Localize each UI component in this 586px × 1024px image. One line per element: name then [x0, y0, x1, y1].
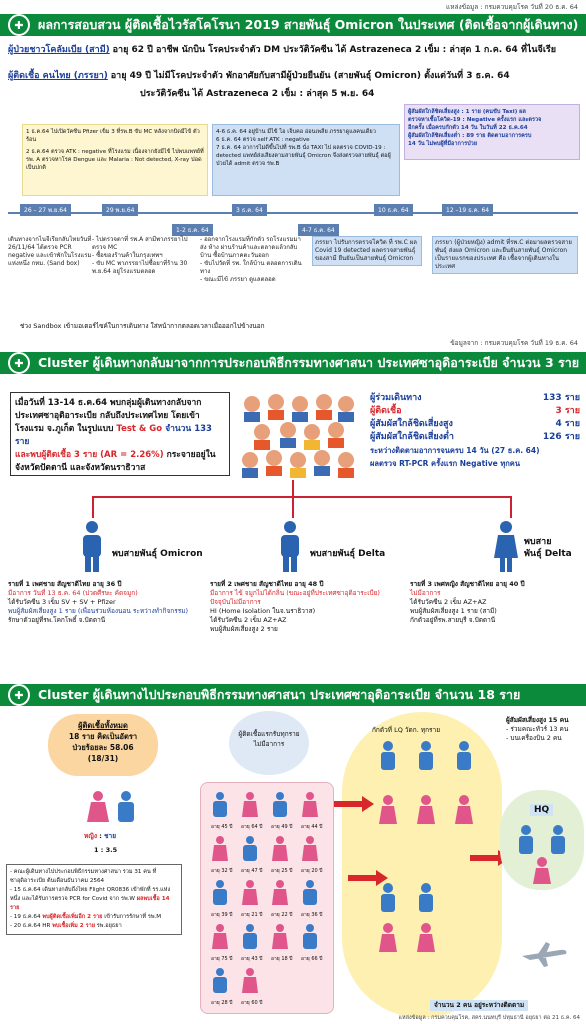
infected-person [301, 879, 322, 919]
person-icon [271, 791, 289, 819]
person-icon [241, 967, 259, 995]
person-icon [301, 923, 319, 951]
case-line: พบผู้สัมผัสเสี่ยงสูง 1 ราย (สามี) [410, 607, 497, 615]
case1-label: ผู้ป่วยชาวโคลัมเบีย (สามี) [8, 45, 110, 55]
person-icon [271, 923, 289, 951]
date-tag: 4-7 ธ.ค. 64 [298, 224, 339, 236]
case-card-3 [410, 580, 582, 625]
case-line: รายที่ 3 เพศหญิง สัญชาติไทย อายุ 40 ปี [410, 580, 525, 588]
timeline-item: ภรรยา (ผู้ป่วยหญิง) admit ที่รพ.C ต่อมาผลตรวจสายพันธุ์ ส่งผล Omicron และยืนยันสายพันธุ์ Omicron เป็นรายแรกของประเทศ คือ เชื้อจากผู้เดินทางในประเทศ [432, 236, 578, 274]
stat-value: 126 ราย [542, 432, 580, 442]
case-line: ไม่มีอาการ [410, 589, 441, 597]
contacts-line: ตรวจหาเชื้อโควิด-19 : Negative ครั้งแรก และตรวจ [408, 117, 542, 123]
section3-header [0, 684, 586, 706]
person-age: อายุ 28 ปี [211, 1000, 233, 1006]
lq-label: กักตัวที่ LQ วัดก. ทุกราย [372, 726, 441, 734]
case1-line [8, 44, 578, 56]
case2-line [8, 70, 578, 82]
person-icon [211, 879, 229, 907]
section2-header [0, 352, 586, 374]
case-line: กักตัวอยู่ที่รพ.สายบุรี จ.ปัตตานี [410, 616, 496, 624]
person-icon [241, 923, 259, 951]
male-person-icon [276, 520, 304, 576]
variant-delta: พบสายพันธุ์ Delta [310, 549, 386, 559]
date-tag: 10 ธ.ค. 64 [374, 204, 413, 216]
total-line: (18/31) [87, 754, 119, 763]
lq-people-icon [378, 882, 458, 966]
infected-person [211, 791, 232, 831]
ddc-logo-icon: ✚ [8, 352, 30, 374]
person-age: อายุ 18 ปี [271, 956, 293, 962]
section3-notes [6, 864, 182, 935]
date-tag: 1-2 ธ.ค. 64 [172, 224, 213, 236]
intro-line: กระจายอยู่ใน [166, 450, 216, 460]
section2-title: Cluster ผู้เดินทางกลับมาจากการประกอบพิธีกรรมทางศาสนา ประเทศซาอุดิอาระเบีย จำนวน 3 ราย [38, 355, 580, 370]
infected-person [271, 791, 292, 831]
person-age: อายุ 47 ปี [241, 868, 263, 874]
infected-person [271, 835, 292, 875]
date-tag: 3 ธ.ค. 64 [232, 204, 267, 216]
case-line: ได้รับวัคซีน 3 เข็ม SV + SV + Pfizer [8, 598, 116, 606]
followup2: ผลตรวจ RT-PCR ครั้งแรก Negative ทุกคน [370, 459, 520, 468]
timeline-box-early [22, 124, 208, 196]
person-age: อายุ 44 ปี [301, 824, 323, 830]
person-icon [271, 835, 289, 863]
stat-row [370, 431, 580, 444]
section1-title: ผลการสอบสวน ผู้ติดเชื้อไวรัสโคโรนา 2019 สายพันธุ์ Omicron ในประเทศ (ติดเชื้อจากผู้เดินทาง) [38, 17, 579, 32]
connector [292, 480, 294, 496]
person-icon [211, 835, 229, 863]
person-icon [211, 923, 229, 951]
infected-person [241, 923, 262, 963]
person-age: อายุ 64 ปี [241, 824, 263, 830]
lq-people-icon [378, 740, 478, 874]
section2-stats [370, 392, 580, 470]
note-line: รพ.อยุธยา [96, 923, 122, 929]
section2-intro [10, 392, 230, 476]
infected-person [211, 967, 232, 1007]
date-tag: 29 พ.ย.64 [102, 204, 138, 216]
date-tag: 12 –19 ธ.ค. 64 [442, 204, 493, 216]
person-age: อายุ 75 ปี [211, 956, 233, 962]
person-icon [271, 879, 289, 907]
note-highlight: ผลพบเชื้อ 14 ราย [10, 896, 170, 911]
person-age: อายุ 36 ปี [301, 912, 323, 918]
hq-label: HQ [530, 804, 553, 816]
case-line: รายที่ 2 เพศชาย สัญชาติไทย อายุ 48 ปี [210, 580, 324, 588]
infected-person [241, 791, 262, 831]
ongoing-label: จำนวน 2 คน อยู่ระหว่างติดตาม [430, 1000, 528, 1011]
person-age: อายุ 20 ปี [301, 868, 323, 874]
gender-female: หญิง [84, 832, 97, 840]
total-infected-box [48, 714, 158, 776]
infected-person [301, 791, 322, 831]
arrow-icon [348, 870, 388, 890]
stat-row [370, 392, 580, 405]
person-icon [241, 879, 259, 907]
box-b-line: 7 ธ.ค. 64 อาการไม่ดีขึ้นไปที่ รพ.B นั่ง TAXI ไป ผลตรวจ COVID-19 : detected แพทย์ส่งเสียงตามสายพันธุ์ Omicron จึงส่งตรวจสายพันธุ์ ต่อผู้ป่วยได้ admit ตรวจ รพ.B [216, 145, 391, 167]
variant-line: พันธุ์ Delta [524, 549, 572, 559]
case-line: ได้รับวัคซีน 2 เข็ม AZ+AZ [210, 616, 287, 624]
test-go: Test & Go [116, 424, 163, 434]
person-age: อายุ 22 ปี [271, 912, 293, 918]
contacts-line: ผู้สัมผัสใกล้ชิดเสี่ยงต่ำ : 89 ราย ติดตามอาการครบ [408, 133, 532, 139]
case2-vaccine: ประวัติวัคซีน ได้ Astrazeneca 2 เข็ม : ล่าสุด 5 พ.ย. 64 [140, 89, 375, 99]
case-line: พบผู้สัมผัสเสี่ยงสูง 2 ราย [210, 625, 278, 633]
hq-area [500, 790, 584, 890]
person-age: อายุ 21 ปี [241, 912, 263, 918]
person-age: อายุ 32 ปี [211, 868, 233, 874]
stat-label: ผู้สัมผัสใกล้ชิดเสี่ยงสูง [370, 419, 453, 429]
person-icon [301, 835, 319, 863]
box-a-line: 1 ธ.ค.64 ไปเปิดวัคซีน Pfizer เข็ม 3 ที่รพ.B ขับ MC หลังจากบิดมีไข้ ตัวร้อน [26, 129, 200, 143]
note-line: - 15 ธ.ค.64 เดินทางกลับถึงไทย Flight QR0836 เข้าพักที่ รร.แห่งหนึ่ง และได้รับการตรวจ PCR for Covid จาก รพ.W [10, 887, 171, 902]
infected-person [271, 923, 292, 963]
person-age: อายุ 39 ปี [211, 912, 233, 918]
stat-label: ผู้สัมผัสใกล้ชิดเสี่ยงต่ำ [370, 432, 454, 442]
note-line: - 19 ธ.ค.64 [10, 914, 41, 920]
gender-male: ชาย [104, 832, 117, 840]
person-age: อายุ 49 ปี [271, 824, 293, 830]
person-age: อายุ 60 ปี [241, 1000, 263, 1006]
contacts-box [404, 104, 580, 160]
note-line: - คณะผู้เดินทางไปประกอบพิธีกรรมทางศาสนา รวม 31 คน ที่ซาอุดิอาระเบีย ต้นเดือนธันวาคม 2564 [10, 869, 157, 884]
note-line: - 20 ธ.ค.64 HR [10, 923, 51, 929]
infected-grid [200, 730, 334, 1014]
person-icon [301, 879, 319, 907]
person-icon [241, 791, 259, 819]
timeline-item: - ไปตรวจตาที่ รพ.A สามีพาภรรยาไปตรวจ MC - ซื้อของร้านค้าในกรุงเทพฯ - ขับ MC พาภรรยาไปซื้อยาที่ร้าน 30 พ.ย.64 อยู่โรงแรมตลอด [92, 236, 188, 275]
infected-person [241, 967, 262, 1007]
connector [510, 496, 512, 518]
infected-person [241, 835, 262, 875]
total-line: 18 ราย คิดเป็นอัตรา [68, 732, 138, 741]
case-line: รายที่ 1 เพศชาย สัญชาติไทย อายุ 36 ปี [8, 580, 122, 588]
infected-person [211, 923, 232, 963]
airplane-icon [520, 940, 568, 972]
case-line: รักษาตัวอยู่ที่รพ.โคกโพธิ์ จ.ปัตตานี [8, 616, 106, 624]
male-person-icon [78, 520, 106, 576]
person-age: อายุ 43 ปี [241, 956, 263, 962]
connector [92, 496, 512, 498]
box-b-line: 4-6 ธ.ค. 64 อยู่บ้าน มีไข้ ไอ เจ็บคอ อ่อนเพลีย ภรรยาดูแลคนเดียว [216, 129, 376, 135]
person-icon [211, 791, 229, 819]
connector [92, 496, 94, 518]
timeline-item: ภรรยา ไปรับการตรวจโควิด ที่ รพ.C ผล Covid 19 detected ผลตรวจสายพันธุ์ของสามี ยืนยันเป็นสายพันธุ์ Omicron [312, 236, 422, 266]
case2-text: อายุ 49 ปี ไม่มีโรคประจำตัว พักอาศัยกับสามีผู้ป่วยยืนยัน (สายพันธุ์ Omicron) ตั้งแต่วันที่ 3 ธ.ค. 64 [110, 71, 510, 81]
date-tag: 26 – 27 พ.ย.64 [20, 204, 71, 216]
person-age: อายุ 45 ปี [211, 824, 233, 830]
box-a-line: 2 ธ.ค.64 ตรวจ ATK : negative ที่โรงแรม เนื่องจากยังมีไข้ ไปพบแพทย์ที่รพ. A ตรวจหาโรค Dengue และ Malaria : Not detected, X-ray ปอด เป็นปกติ [26, 149, 204, 171]
variant-delta-3 [524, 536, 572, 560]
intro-infected: และพบผู้ติดเชื้อ 3 ราย (AR = 2.26%) [15, 450, 164, 460]
top-source: แหล่งข้อมูล : กรมควบคุมโรค วันที่ 20 ธ.ค. 64 [446, 3, 578, 11]
intro-line: ประเทศซาอุดิอาระเบีย กลับถึงประเทศไทย โดยเข้า [15, 411, 200, 421]
intro-line: จังหวัดปัตตานี และจังหวัดนราธิวาส [15, 463, 146, 473]
infected-person [271, 879, 292, 919]
note-line: เข้ารับการรักษาที่ รพ.M [104, 914, 162, 920]
contacts-line: อีกครั้ง เมื่อครบกักตัว 14 วัน ในวันที่ 22 ธ.ค.64 [408, 125, 528, 131]
gender-icons [84, 790, 140, 836]
stat-row [370, 418, 580, 431]
stat-value: 133 ราย [542, 393, 580, 403]
contacts-line: ผู้สัมผัสใกล้ชิดเสี่ยงสูง : 1 ราย (คนขับ Taxi) ผล [408, 109, 526, 115]
intro-line: เมื่อวันที่ 13-14 ธ.ค.64 พบกลุ่มผู้เดินทางกลับจาก [15, 398, 202, 408]
case-line: พบผู้สัมผัสเสี่ยงสูง 1 ราย (เพื่อนร่วมห้องนอน ระหว่างทำกิจกรรม) [8, 607, 189, 615]
arrow-icon [334, 796, 374, 816]
followup: ระหว่างติดตามอาการจนครบ 14 วัน (27 ธ.ค. 64) [370, 446, 540, 455]
note-highlight: พบผู้ติดเชื้อเพิ่มอีก 2 ราย [42, 914, 103, 920]
case-line: ได้รับวัคซีน 2 เข็ม AZ+AZ [410, 598, 487, 606]
right-stat: - บนเครื่องบิน 2 คน [506, 734, 562, 742]
variant-omicron: พบสายพันธุ์ Omicron [112, 549, 203, 559]
hq-people-icon [516, 824, 572, 884]
case-card-1 [8, 580, 198, 625]
stat-value: 4 ราย [555, 419, 580, 429]
total-line: ผู้ติดเชื้อทั้งหมด [78, 721, 128, 730]
contacts-line: 14 วัน ไม่พบผู้ที่มีอาการป่วย [408, 141, 478, 147]
variant-line: พบสาย [524, 537, 552, 547]
center-label: ผู้ติดเชื้อแรกรับทุกราย ไม่มีอาการ [229, 711, 309, 775]
section1-source: ข้อมูลจาก : กรมควบคุมโรค วันที่ 19 ธ.ค. 64 [450, 339, 578, 347]
stat-row [370, 405, 580, 418]
infected-person [241, 879, 262, 919]
case2-label: ผู้ติดเชื้อ คนไทย (ภรรยา) [8, 71, 108, 81]
case-line: HI (Home Isolation ในจ.นราธิวาส) [210, 607, 316, 615]
person-age: อายุ 25 ปี [271, 868, 293, 874]
intro-count: จำนวน 133 ราย [15, 424, 212, 447]
note-highlight: พบเชื้อเพิ่ม 2 ราย [52, 923, 95, 929]
case1-text: อายุ 62 ปี อาชีพ นักบิน โรคประจำตัว DM ประวัติวัคซีน ได้ Astrazeneca 2 เข็ม : ล่าสุด 1 ก.ค. 64 ที่ไนจีเรีย [112, 45, 557, 55]
section3-title: Cluster ผู้เดินทางไปประกอบพิธีกรรมทางศาสนา ประเทศซาอุดิอาระเบีย จำนวน 18 ราย [38, 687, 521, 702]
box-b-line: 6 ธ.ค. 64 ตรวจ self ATK : negative [216, 137, 310, 143]
infected-person [211, 835, 232, 875]
section1-header [0, 14, 586, 36]
gender-ratio: 1 : 3.5 [94, 846, 118, 854]
case-line: มีอาการ วันที่ 13 ธ.ค. 64 (ปวดศีรษะ คัดจมูก) [8, 589, 138, 597]
ddc-logo-icon: ✚ [8, 684, 30, 706]
timeline-item: - ออกจากโรงแรมที่กักตัว รถโรงแรมมาส่ง ห้าง ผ่านร้านค้าและตลาดแล้วกลับบ้าน ซื้อบ้านภาคตะวันออก - ขับไปวัดที่ รพ. ใกล้บ้าน ตลอดการเดินทาง - ขณะมีไข้ ภรรยา ดูแลตลอด [200, 236, 302, 283]
total-line: ป่วยร้อยละ 58.06 [72, 743, 134, 752]
infected-person [301, 835, 322, 875]
stat-label: ผู้ติดเชื้อ [370, 406, 402, 416]
case-line: มีอาการ ไข้ จมูกไม่ได้กลิ่น (ขณะอยู่ที่ประเทศซาอุดิอาระเบีย) ปัจจุบันไม่มีอาการ [210, 589, 380, 606]
infected-person [211, 879, 232, 919]
female-person-icon [492, 520, 520, 576]
timeline-item: เดินทางจากไนจีเรียกลับไทยวันที่ 26/11/64 ได้ตรวจ PCR negative และเข้าพักในโรงแรมแห่งหนึ่ง กทม. (Sand box) [8, 236, 92, 267]
timeline-box-mid [212, 124, 400, 196]
person-age: อายุ 66 ปี [301, 956, 323, 962]
ddc-logo-icon: ✚ [8, 14, 30, 36]
person-icon [301, 791, 319, 819]
case-card-2 [210, 580, 400, 634]
stat-value: 3 ราย [555, 406, 580, 416]
gender-labels: หญิง : ชาย [84, 832, 117, 840]
stat-label: ผู้ร่วมเดินทาง [370, 393, 422, 403]
right-stat: ผู้สัมผัสเสี่ยงสูง 15 คน [506, 716, 569, 724]
right-stats [506, 716, 584, 743]
section3-source: แหล่งข้อมูล : กรมควบคุมโรค, สคร.นนทบุรี ปทุมธานี อยุธยา ต่อ 21 ธ.ค. 64 [398, 1015, 580, 1021]
intro-line: โรงแรม จ.ภูเก็ต ในรูปแบบ [15, 424, 114, 434]
sandbox-note: ช่วง Sandbox เข้ามอเตอร์ไซค์ในการเดินทาง ใส่หน้ากากตลอดเวลาเมื่อออกไปข้างนอก [20, 322, 265, 330]
person-icon [211, 967, 229, 995]
person-icon [241, 835, 259, 863]
infected-person [301, 923, 322, 963]
right-stat: - ร่วมคณะทัวร์ 13 คน [506, 725, 569, 733]
connector [292, 496, 294, 518]
crowd-image [238, 390, 360, 482]
